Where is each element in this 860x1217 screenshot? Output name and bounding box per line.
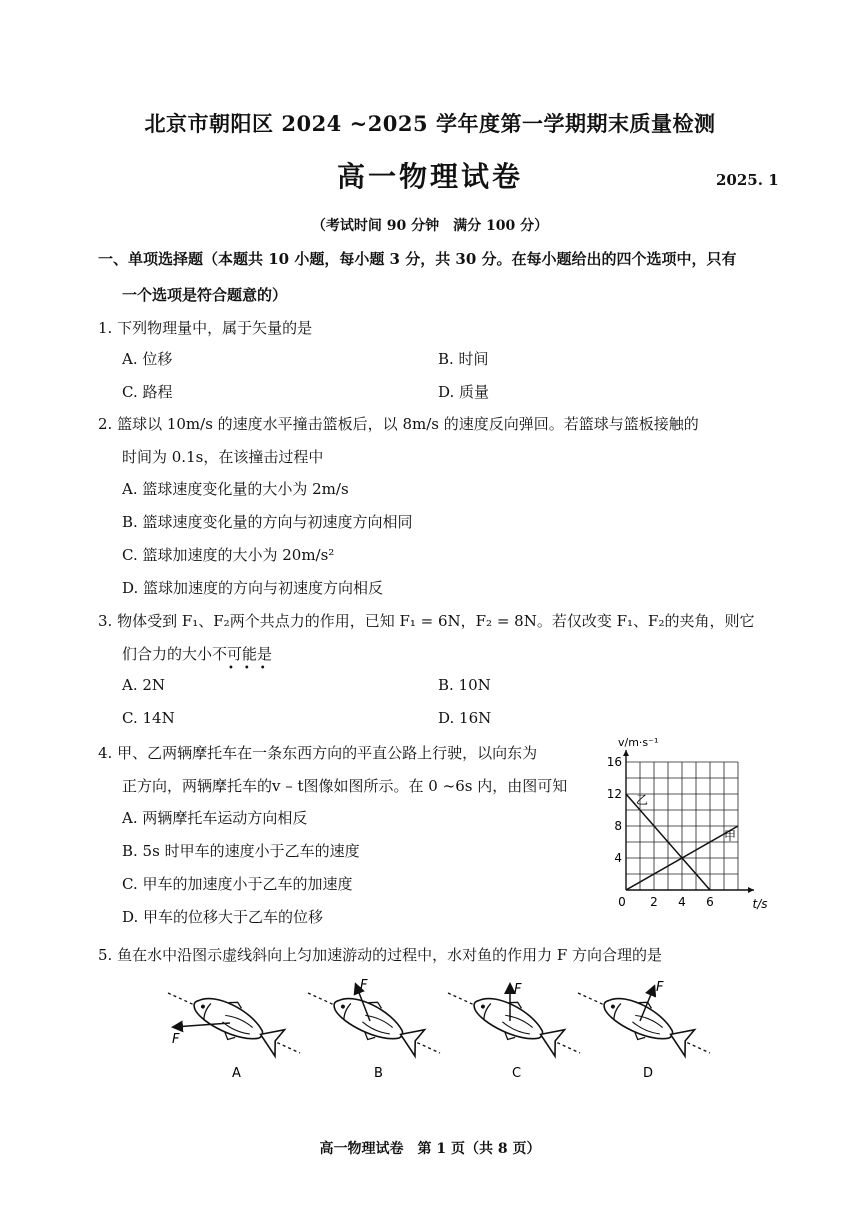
q1-stem: 1. 下列物理量中，属于矢量的是	[98, 319, 313, 337]
exam-header-title: 北京市朝阳区 2024 ~2025 学年度第一学期期末质量检测	[144, 111, 716, 136]
q2-option-a: A. 篮球速度变化量的大小为 2m/s	[122, 480, 349, 498]
q2-stem-line2: 时间为 0.1s，在该撞击过程中	[122, 448, 324, 466]
chart-grid	[626, 762, 738, 890]
q1-option-c: C. 路程	[122, 383, 173, 401]
q5-stem: 5. 鱼在水中沿图示虚线斜向上匀加速游动的过程中，水对鱼的作用力 F 方向合理的是	[98, 946, 663, 964]
q4-option-c: C. 甲车的加速度小于乙车的加速度	[122, 875, 353, 893]
series-label-yi: 乙	[636, 793, 649, 807]
chart-axes	[623, 750, 754, 893]
q3-option-a: A. 2N	[122, 676, 166, 694]
q4-stem-line2: 正方向，两辆摩托车的v – t图像如图所示。在 0 ~6s 内，由图可知	[122, 777, 568, 795]
x-tick-label: 2	[650, 895, 658, 909]
y-tick-label: 12	[606, 787, 622, 801]
force-label-c: F	[514, 982, 522, 997]
option-label-c: C	[512, 1066, 522, 1081]
q1-option-b: B. 时间	[438, 350, 489, 368]
exam-subtitle: （考试时间 90 分钟 满分 100 分）	[311, 218, 549, 234]
q4-option-a: A. 两辆摩托车运动方向相反	[122, 809, 308, 827]
x-tick-label: 4	[678, 895, 686, 909]
q4-option-b: B. 5s 时甲车的速度小于乙车的速度	[122, 842, 360, 860]
q4-stem-line1: 4. 甲、乙两辆摩托车在一条东西方向的平直公路上行驶，以向东为	[98, 744, 538, 762]
exam-date: 2025. 1	[716, 171, 779, 189]
q1-option-d: D. 质量	[438, 383, 490, 401]
q3-option-d: D. 16N	[438, 709, 492, 727]
q3-stem-line1: 3. 物体受到 F₁、F₂两个共点力的作用，已知 F₁ = 6N，F₂ = 8N。若仅改变 F₁、F₂的夹角，则它	[98, 612, 755, 630]
exam-main-title: 高一物理试卷	[336, 160, 523, 193]
option-label-d: D	[643, 1066, 654, 1081]
q1-option-a: A. 位移	[122, 350, 173, 368]
section-heading-line1: 一、单项选择题（本题共 10 小题，每小题 3 分，共 30 分。在每小题给出的四个选项中，只有	[98, 250, 737, 268]
q3-option-c: C. 14N	[122, 709, 175, 727]
x-axis-arrow	[748, 887, 754, 893]
y-tick-label: 8	[614, 819, 622, 833]
vt-graph	[600, 732, 780, 917]
option-label-a: A	[232, 1066, 241, 1081]
y-tick-label: 4	[614, 851, 622, 865]
y-axis-arrow	[623, 750, 629, 756]
q2-option-c: C. 篮球加速度的大小为 20m/s²	[122, 546, 335, 564]
fish-figures	[160, 975, 740, 1085]
q2-option-b: B. 篮球速度变化量的方向与初速度方向相同	[122, 513, 413, 531]
q2-option-d: D. 篮球加速度的方向与初速度方向相反	[122, 579, 384, 597]
x-tick-label: 6	[706, 895, 714, 909]
section-heading-line2: 一个选项是符合题意的）	[122, 286, 288, 304]
x-axis-label: t/s	[752, 897, 768, 911]
page-footer: 高一物理试卷 第 1 页（共 8 页）	[319, 1141, 541, 1157]
series-label-jia: 甲	[724, 829, 737, 843]
q2-stem-line1: 2. 篮球以 10m/s 的速度水平撞击篮板后，以 8m/s 的速度反向弹回。若篮球与篮板接触的	[98, 415, 699, 433]
y-tick-label: 16	[606, 755, 622, 769]
force-label-d: F	[656, 980, 664, 995]
fish-figure-d	[578, 980, 710, 1081]
emphasis-dots: •••	[228, 663, 276, 674]
q4-option-d: D. 甲车的位移大于乙车的位移	[122, 908, 324, 926]
force-label-b: F	[360, 978, 368, 993]
fish-figure-c	[448, 982, 580, 1081]
fish-figure-b	[308, 978, 440, 1081]
option-label-b: B	[374, 1066, 383, 1081]
y-axis-label: v/m·s⁻¹	[618, 736, 659, 749]
force-label-a: F	[172, 1032, 180, 1047]
x-tick-label: 0	[618, 895, 626, 909]
q3-option-b: B. 10N	[438, 676, 491, 694]
q3-stem-line2: 们合力的大小不可能是	[122, 645, 273, 663]
fish-figure-a	[168, 986, 300, 1081]
